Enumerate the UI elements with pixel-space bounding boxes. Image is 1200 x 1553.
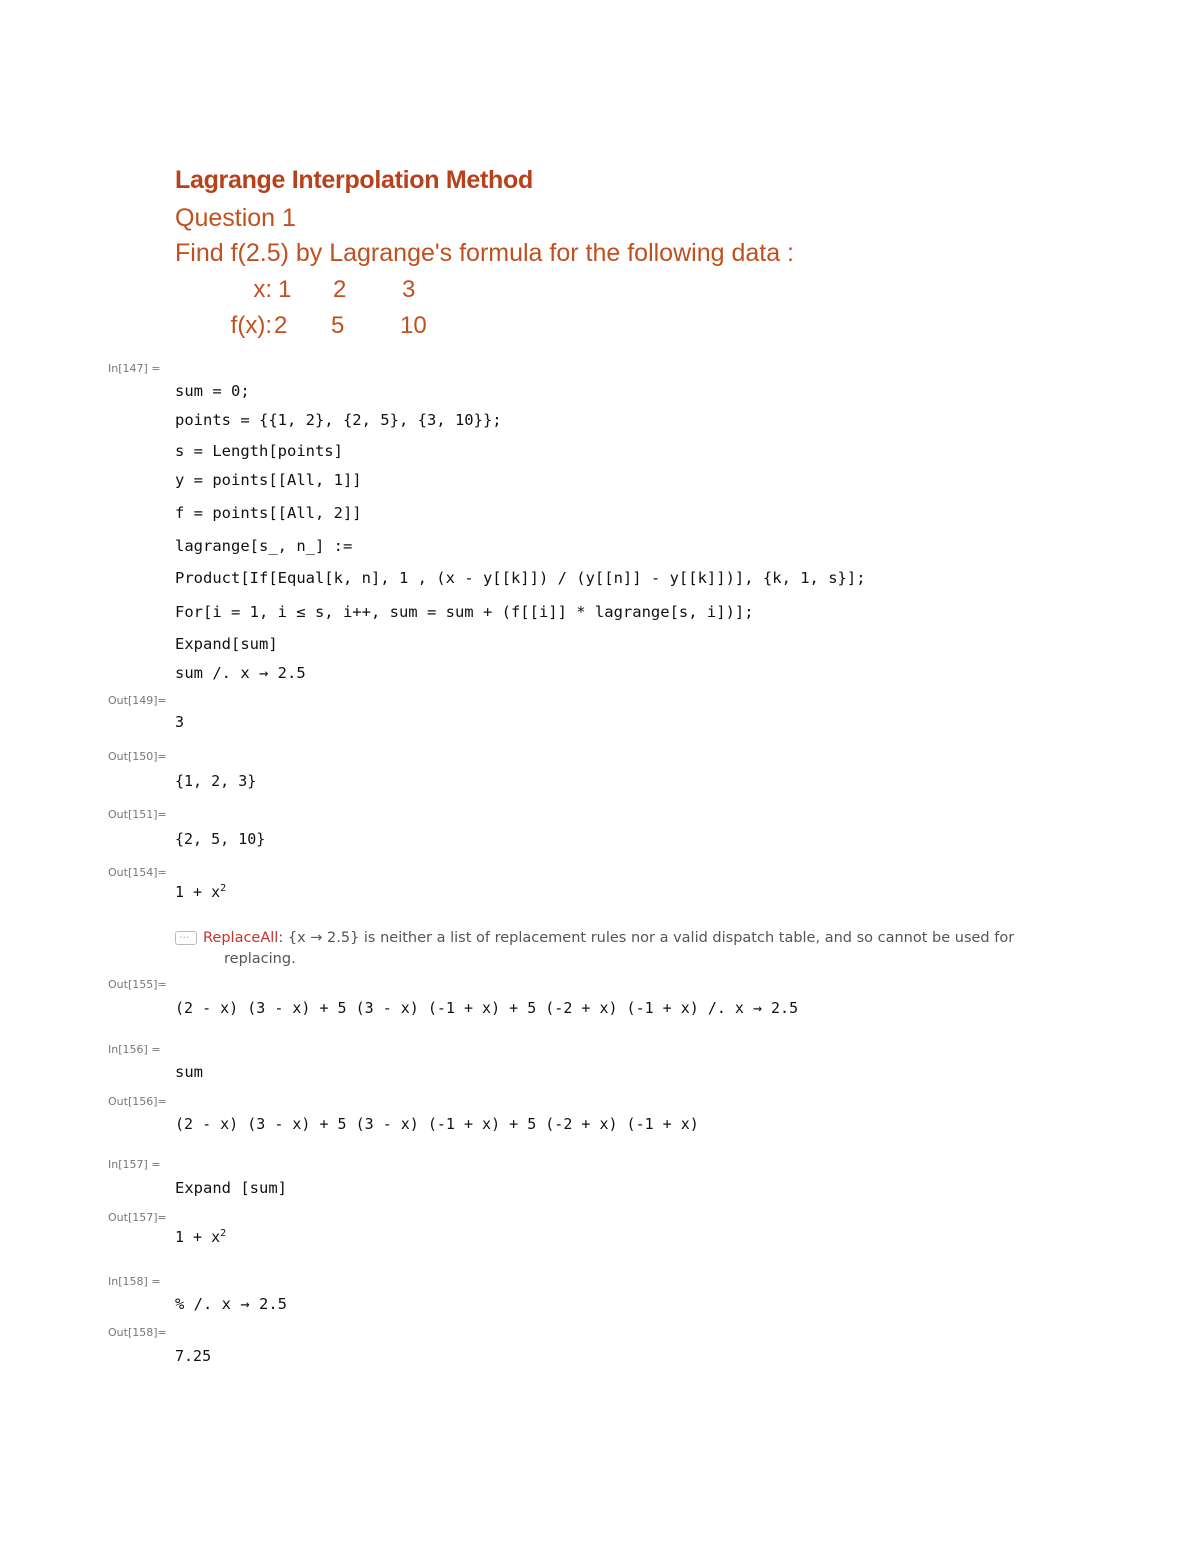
input-line[interactable]: Product[If[Equal[k, n], 1 , (x - y[[k]]) / (y[[n]] - y[[k]])], {k, 1, s}]; [175, 569, 866, 587]
input-line[interactable]: y = points[[All, 1]] [175, 471, 362, 489]
input-line[interactable]: % /. x → 2.5 [175, 1295, 287, 1313]
x-label: x: [253, 276, 272, 303]
input-line[interactable]: s = Length[points] [175, 442, 343, 460]
cell-label-out156: Out[156]= [108, 1095, 167, 1108]
cell-label-out158: Out[158]= [108, 1326, 167, 1339]
output-exponent: 2 [220, 883, 227, 894]
cell-label-in157: In[157] = [108, 1158, 161, 1171]
cell-label-in147: In[147] = [108, 362, 161, 375]
input-line[interactable]: Expand[sum] [175, 635, 278, 653]
output-value: (2 - x) (3 - x) + 5 (3 - x) (-1 + x) + 5 (-2 + x) (-1 + x) /. x → 2.5 [175, 999, 799, 1017]
cell-label-out155: Out[155]= [108, 978, 167, 991]
input-line[interactable]: sum [175, 1063, 203, 1081]
fx-value: 5 [331, 312, 345, 339]
x-value: 3 [402, 276, 416, 303]
fx-label: f(x): [230, 312, 272, 339]
x-value: 2 [333, 276, 347, 303]
cell-label-in158: In[158] = [108, 1275, 161, 1288]
cell-label-out151: Out[151]= [108, 808, 167, 821]
output-value: {1, 2, 3} [175, 772, 257, 790]
cell-label-out154: Out[154]= [108, 866, 167, 879]
notebook-title: Lagrange Interpolation Method [175, 166, 533, 194]
replaceall-message [175, 928, 1075, 970]
input-line[interactable]: sum = 0; [175, 382, 250, 400]
message-continuation: replacing. [224, 951, 296, 967]
input-line[interactable]: Expand [sum] [175, 1179, 287, 1197]
output-exponent: 2 [220, 1228, 227, 1239]
cell-label-in156: In[156] = [108, 1043, 161, 1056]
input-line[interactable]: lagrange[s_, n_] := [175, 537, 353, 555]
fx-value: 2 [274, 312, 288, 339]
input-line[interactable]: For[i = 1, i ≤ s, i++, sum = sum + (f[[i]] * lagrange[s, i])]; [175, 603, 754, 621]
question-heading: Question 1 [175, 204, 296, 232]
output-value: 7.25 [175, 1347, 212, 1365]
input-line[interactable]: f = points[[All, 2]] [175, 504, 362, 522]
message-function[interactable]: ReplaceAll [203, 930, 279, 946]
output-value: 3 [175, 713, 185, 731]
message-menu-icon[interactable] [175, 931, 197, 945]
data-row-fx [0, 312, 600, 342]
input-line[interactable]: points = {{1, 2}, {2, 5}, {3, 10}}; [175, 411, 502, 429]
output-value: (2 - x) (3 - x) + 5 (3 - x) (-1 + x) + 5 (-2 + x) (-1 + x) [175, 1115, 699, 1133]
message-text: : {x → 2.5} is neither a list of replacement rules nor a valid dispatch table, and so cannot be used for [278, 930, 1015, 946]
problem-statement: Find f(2.5) by Lagrange's formula for the following data : [175, 239, 794, 267]
x-value: 1 [278, 276, 292, 303]
output-value [175, 1228, 226, 1246]
output-value [175, 883, 226, 901]
cell-label-out149: Out[149]= [108, 694, 167, 707]
output-base: 1 + x [175, 1228, 221, 1246]
output-value: {2, 5, 10} [175, 830, 266, 848]
output-base: 1 + x [175, 883, 221, 901]
fx-value: 10 [400, 312, 427, 339]
input-line[interactable]: sum /. x → 2.5 [175, 664, 306, 682]
cell-label-out150: Out[150]= [108, 750, 167, 763]
cell-label-out157: Out[157]= [108, 1211, 167, 1224]
data-row-x [0, 276, 600, 306]
